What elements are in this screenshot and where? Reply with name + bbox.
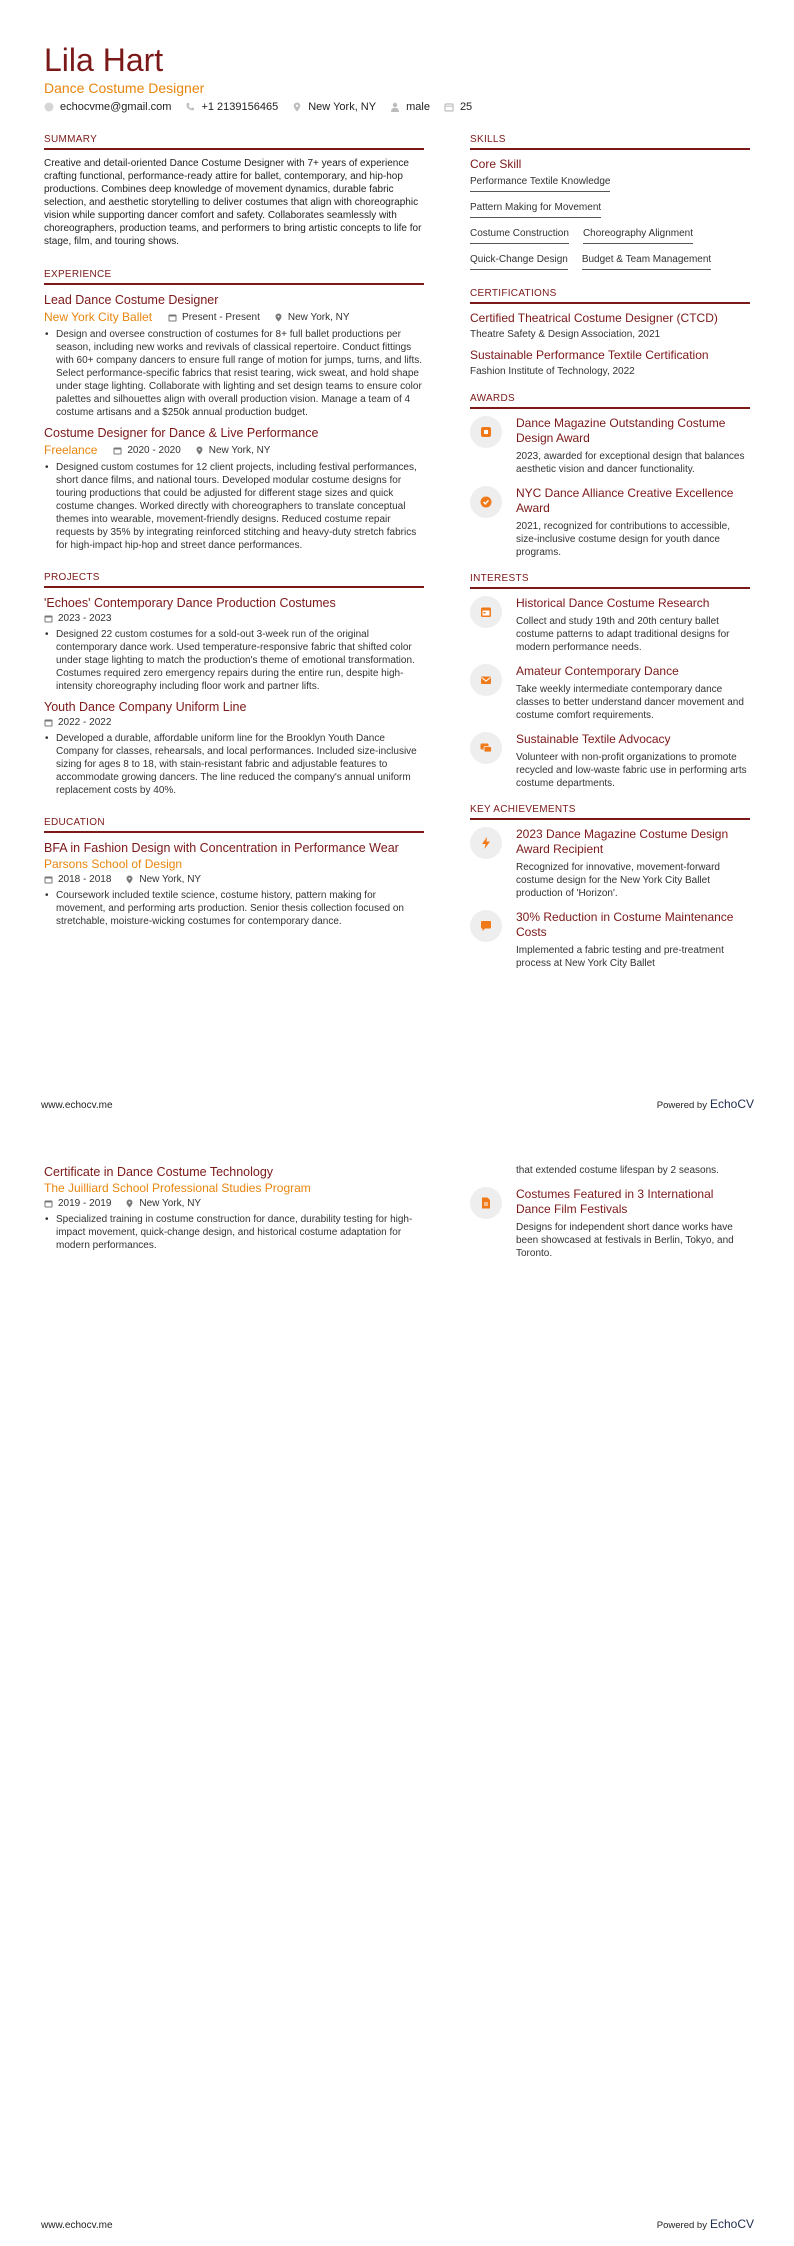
left-column [44, 134, 424, 928]
project-description: • Designed 22 custom costumes for a sold-out 3-week run of the original contemporary dance work. Used temperature-responsive fabric that shifted color under stage lighting to match the production's theme of emotional transformation. Costumes required zero emergency repairs during the entire run, despite high-intensity choreography including floor work and partner lifts. [44, 628, 424, 693]
footer-url[interactable]: www.echocv.me [41, 2220, 113, 2231]
interest-title: Sustainable Textile Advocacy [516, 732, 671, 746]
experience-location-text: New York, NY [208, 444, 271, 456]
calendar-icon [44, 718, 53, 727]
education-title: Certificate in Dance Costume Technology [44, 1165, 274, 1179]
interest-title: Historical Dance Costume Research [516, 596, 710, 610]
education-location-text: New York, NY [139, 1198, 202, 1209]
skill-group-title: Core Skill [470, 157, 522, 171]
achievement-icon-wrap [470, 1187, 502, 1219]
contact-bar [44, 101, 486, 113]
award-icon [479, 425, 493, 439]
interests-heading: INTERESTS [470, 573, 750, 589]
interest-icon-wrap [470, 596, 502, 628]
achievement-icon-wrap [470, 910, 502, 942]
experience-location-text: New York, NY [287, 311, 350, 323]
calendar-icon [113, 446, 122, 455]
left-column [44, 1164, 424, 1252]
location-icon [125, 1199, 134, 1208]
achievements-heading: KEY ACHIEVEMENTS [470, 804, 750, 820]
achievement-title: 30% Reduction in Costume Maintenance Costs [516, 910, 734, 939]
experience-dates-text: 2020 - 2020 [127, 444, 181, 456]
experience-dates-text: Present - Present [182, 311, 260, 323]
experience-dates [168, 312, 260, 323]
project-entry [44, 595, 424, 693]
interest-description: Volunteer with non-profit organizations to promote recycled and low-waste fabric use in performing arts costume departments. [516, 752, 747, 789]
calendar-icon [168, 313, 177, 322]
project-dates [44, 717, 111, 728]
education-entry [44, 1164, 424, 1252]
achievements-section [470, 804, 750, 970]
achievement-item [470, 827, 750, 900]
powered-by-text: Powered by [656, 1100, 707, 1111]
interest-title: Amateur Contemporary Dance [516, 664, 679, 678]
project-title: Youth Dance Company Uniform Line [44, 700, 247, 714]
experience-meta [44, 443, 424, 457]
award-description: 2021, recognized for contributions to accessible, size-inclusive costume design for youth dance programs. [516, 521, 731, 558]
mail-icon [479, 673, 493, 687]
badge-icon [479, 495, 493, 509]
footer-powered-by [657, 2217, 754, 2231]
skill-list [470, 228, 750, 254]
calendar-icon [444, 102, 454, 112]
achievement-title: 2023 Dance Magazine Costume Design Award Recipient [516, 827, 729, 856]
brand-logo: EchoCV [709, 2217, 754, 2231]
award-description: 2023, awarded for exceptional design that balances aesthetic vision and dancer functionality. [516, 451, 745, 475]
calendar-icon [44, 875, 53, 884]
resume-page-2 [0, 1140, 794, 2246]
certifications-heading: CERTIFICATIONS [470, 288, 750, 304]
skill-tag: Budget & Team Management [582, 254, 711, 270]
gender-text: male [406, 101, 430, 113]
experience-title: Lead Dance Costume Designer [44, 293, 219, 307]
document-icon [479, 1196, 493, 1210]
education-description: • Coursework included textile science, costume history, pattern making for movement, and performing arts production. Senior thesis collection focused on stretchable, moisture-wicking costumes for contemporary dance. [44, 889, 424, 928]
footer-url[interactable]: www.echocv.me [41, 1100, 113, 1111]
right-column [470, 1164, 750, 1270]
skills-heading: SKILLS [470, 134, 750, 150]
certification-issuer: Fashion Institute of Technology, 2022 [470, 366, 635, 377]
projects-heading: PROJECTS [44, 572, 424, 588]
comment-icon [479, 919, 493, 933]
achievement-description: Implemented a fabric testing and pre-treatment process at New York City Ballet [516, 945, 724, 969]
summary-section [44, 134, 424, 248]
achievement-icon-wrap [470, 827, 502, 859]
summary-text: Creative and detail-oriented Dance Costume Designer with 7+ years of experience crafting functional, performance-ready attire for ballet, contemporary, and hip-hop productions. Combines deep knowledge of movement dynamics, durable fabric selection, and aesthetic storytelling to deliver costumes that align with choreographic vision while supporting dancer comfort and safety. Collaborates seamlessly with choreographers, production teams, and performers to bring artistic concepts to life for stage, film, and touring shows. [44, 158, 422, 247]
bolt-icon [479, 836, 493, 850]
achievement-description: Designs for independent short dance works have been showcased at festivals in Berlin, Tokyo, and Toronto. [516, 1222, 734, 1259]
contact-age [444, 101, 472, 113]
contact-location [292, 101, 376, 113]
skill-tag: Quick-Change Design [470, 254, 568, 270]
right-column [470, 134, 750, 980]
interest-item [470, 596, 750, 654]
experience-dates [113, 445, 180, 456]
interest-description: Take weekly intermediate contemporary dance classes to better understand dancer movement and costume comfort requirements. [516, 684, 744, 721]
education-org: The Juilliard School Professional Studies Program [44, 1181, 311, 1195]
interests-section [470, 573, 750, 790]
skill-list [470, 176, 750, 202]
experience-section [44, 269, 424, 552]
education-location [125, 1198, 201, 1209]
education-entry [44, 840, 424, 928]
achievement-title: Costumes Featured in 3 International Dance Film Festivals [516, 1187, 714, 1216]
interest-item [470, 664, 750, 722]
location-icon [292, 102, 302, 112]
award-icon-wrap [470, 486, 502, 518]
certification-issuer: Theatre Safety & Design Association, 2021 [470, 329, 661, 340]
skill-list [470, 254, 750, 280]
skill-tag: Choreography Alignment [583, 228, 693, 244]
awards-section [470, 393, 750, 559]
education-dates-text: 2019 - 2019 [58, 1198, 112, 1209]
location-icon [195, 446, 204, 455]
education-dates [44, 1198, 111, 1209]
projects-section [44, 572, 424, 797]
project-meta [44, 717, 424, 728]
experience-entry [44, 425, 424, 552]
education-location-text: New York, NY [139, 874, 202, 885]
award-item [470, 416, 750, 476]
calendar-icon [479, 605, 493, 619]
contact-email[interactable] [44, 101, 171, 113]
education-meta [44, 1198, 424, 1209]
experience-heading: EXPERIENCE [44, 269, 424, 285]
award-item [470, 486, 750, 559]
powered-by-text: Powered by [656, 2220, 707, 2231]
achievement-item [470, 1187, 750, 1260]
awards-heading: AWARDS [470, 393, 750, 409]
age-text: 25 [459, 101, 473, 113]
achievement-description: Recognized for innovative, movement-forward costume design for the New York City Ballet production of 'Horizon'. [516, 862, 720, 899]
phone-icon [185, 102, 195, 112]
chat-icon [479, 741, 493, 755]
location-icon [125, 875, 134, 884]
project-meta [44, 613, 424, 624]
experience-org: New York City Ballet [44, 310, 153, 324]
person-icon [390, 102, 400, 112]
contact-phone[interactable] [185, 101, 278, 113]
project-description: • Developed a durable, affordable uniform line for the Brooklyn Youth Dance Company for classes, rehearsals, and local performances. Included size-inclusive sizing for ages 8 to 18, with stain-resistant fabric and adjustable features to accommodate growing dancers. The line reduced the company's annual uniform replacement costs by 40%. [44, 732, 424, 797]
email-text: echocvme@gmail.com [60, 101, 172, 113]
interest-item [470, 732, 750, 790]
calendar-icon [44, 1199, 53, 1208]
skill-tag: Pattern Making for Movement [470, 202, 601, 218]
experience-description: • Design and oversee construction of costumes for 8+ full ballet productions per season, including new works and revivals of classical repertoire. Conduct fittings with 60+ company dancers to ensure full range of motion for jumps, turns, and lifts. Select performance-specific fabrics that resist tearing, wick sweat, and hold shape under stage lighting. Collaborate with lighting and set design teams to ensure color palettes and silhouettes align with overall production vision. Manage a team of 4 costume artisans and a $250k annual production budget. [44, 328, 424, 419]
skill-tag: Costume Construction [470, 228, 569, 244]
experience-entry [44, 292, 424, 419]
summary-heading: SUMMARY [44, 134, 424, 150]
project-entry [44, 699, 424, 797]
education-org: Parsons School of Design [44, 857, 183, 871]
location-text: New York, NY [308, 101, 377, 113]
education-location [125, 874, 201, 885]
education-section [44, 817, 424, 928]
brand-logo: EchoCV [709, 1097, 754, 1111]
achievement-item [470, 910, 750, 970]
candidate-title: Dance Costume Designer [44, 80, 205, 96]
project-dates-text: 2022 - 2022 [58, 717, 112, 728]
interest-icon-wrap [470, 664, 502, 696]
experience-org: Freelance [44, 443, 98, 457]
experience-location [195, 445, 271, 456]
phone-text: +1 2139156465 [201, 101, 279, 113]
contact-gender [390, 101, 430, 113]
experience-meta [44, 310, 424, 324]
education-meta [44, 874, 424, 885]
education-heading: EDUCATION [44, 817, 424, 833]
certifications-section [470, 288, 750, 377]
experience-title: Costume Designer for Dance & Live Performance [44, 426, 319, 440]
project-dates [44, 613, 111, 624]
education-dates [44, 874, 111, 885]
education-description: • Specialized training in costume construction for dance, durability testing for high-impact movement, quick-change design, and historical costume adaptation for modern performances. [44, 1213, 424, 1252]
award-icon-wrap [470, 416, 502, 448]
footer-powered-by [657, 1097, 754, 1111]
interest-description: Collect and study 19th and 20th century ballet costume patterns to adapt traditional designs for modern performance needs. [516, 616, 730, 653]
award-title: NYC Dance Alliance Creative Excellence Award [516, 486, 734, 515]
location-icon [274, 313, 283, 322]
email-icon [44, 102, 54, 112]
experience-description: • Designed custom costumes for 12 client projects, including festival performances, short dance films, and national tours. Developed modular costume designs for touring productions that could be adjusted for different stage sizes and quick costume changes. Worked directly with choreographers to translate conceptual themes into wearable, movement-friendly designs. Reduced costume repair requests by 35% by integrating reinforced stitching and heavy-duty stretch fabrics for high-impact hip-hop and street dance performances. [44, 461, 424, 552]
certification-title: Certified Theatrical Costume Designer (CTCD) [470, 311, 718, 325]
skill-list [470, 202, 750, 228]
experience-location [274, 312, 350, 323]
skills-section [470, 134, 750, 280]
interest-icon-wrap [470, 732, 502, 764]
project-dates-text: 2023 - 2023 [58, 613, 112, 624]
calendar-icon [44, 614, 53, 623]
education-dates-text: 2018 - 2018 [58, 874, 112, 885]
candidate-name: Lila Hart [44, 42, 164, 78]
achievement-description-continued: that extended costume lifespan by 2 seasons. [516, 1165, 719, 1176]
award-title: Dance Magazine Outstanding Costume Design Award [516, 416, 726, 445]
project-title: 'Echoes' Contemporary Dance Production Costumes [44, 596, 336, 610]
skill-tag: Performance Textile Knowledge [470, 176, 610, 192]
certification-title: Sustainable Performance Textile Certification [470, 348, 709, 362]
education-title: BFA in Fashion Design with Concentration in Performance Wear [44, 841, 399, 855]
